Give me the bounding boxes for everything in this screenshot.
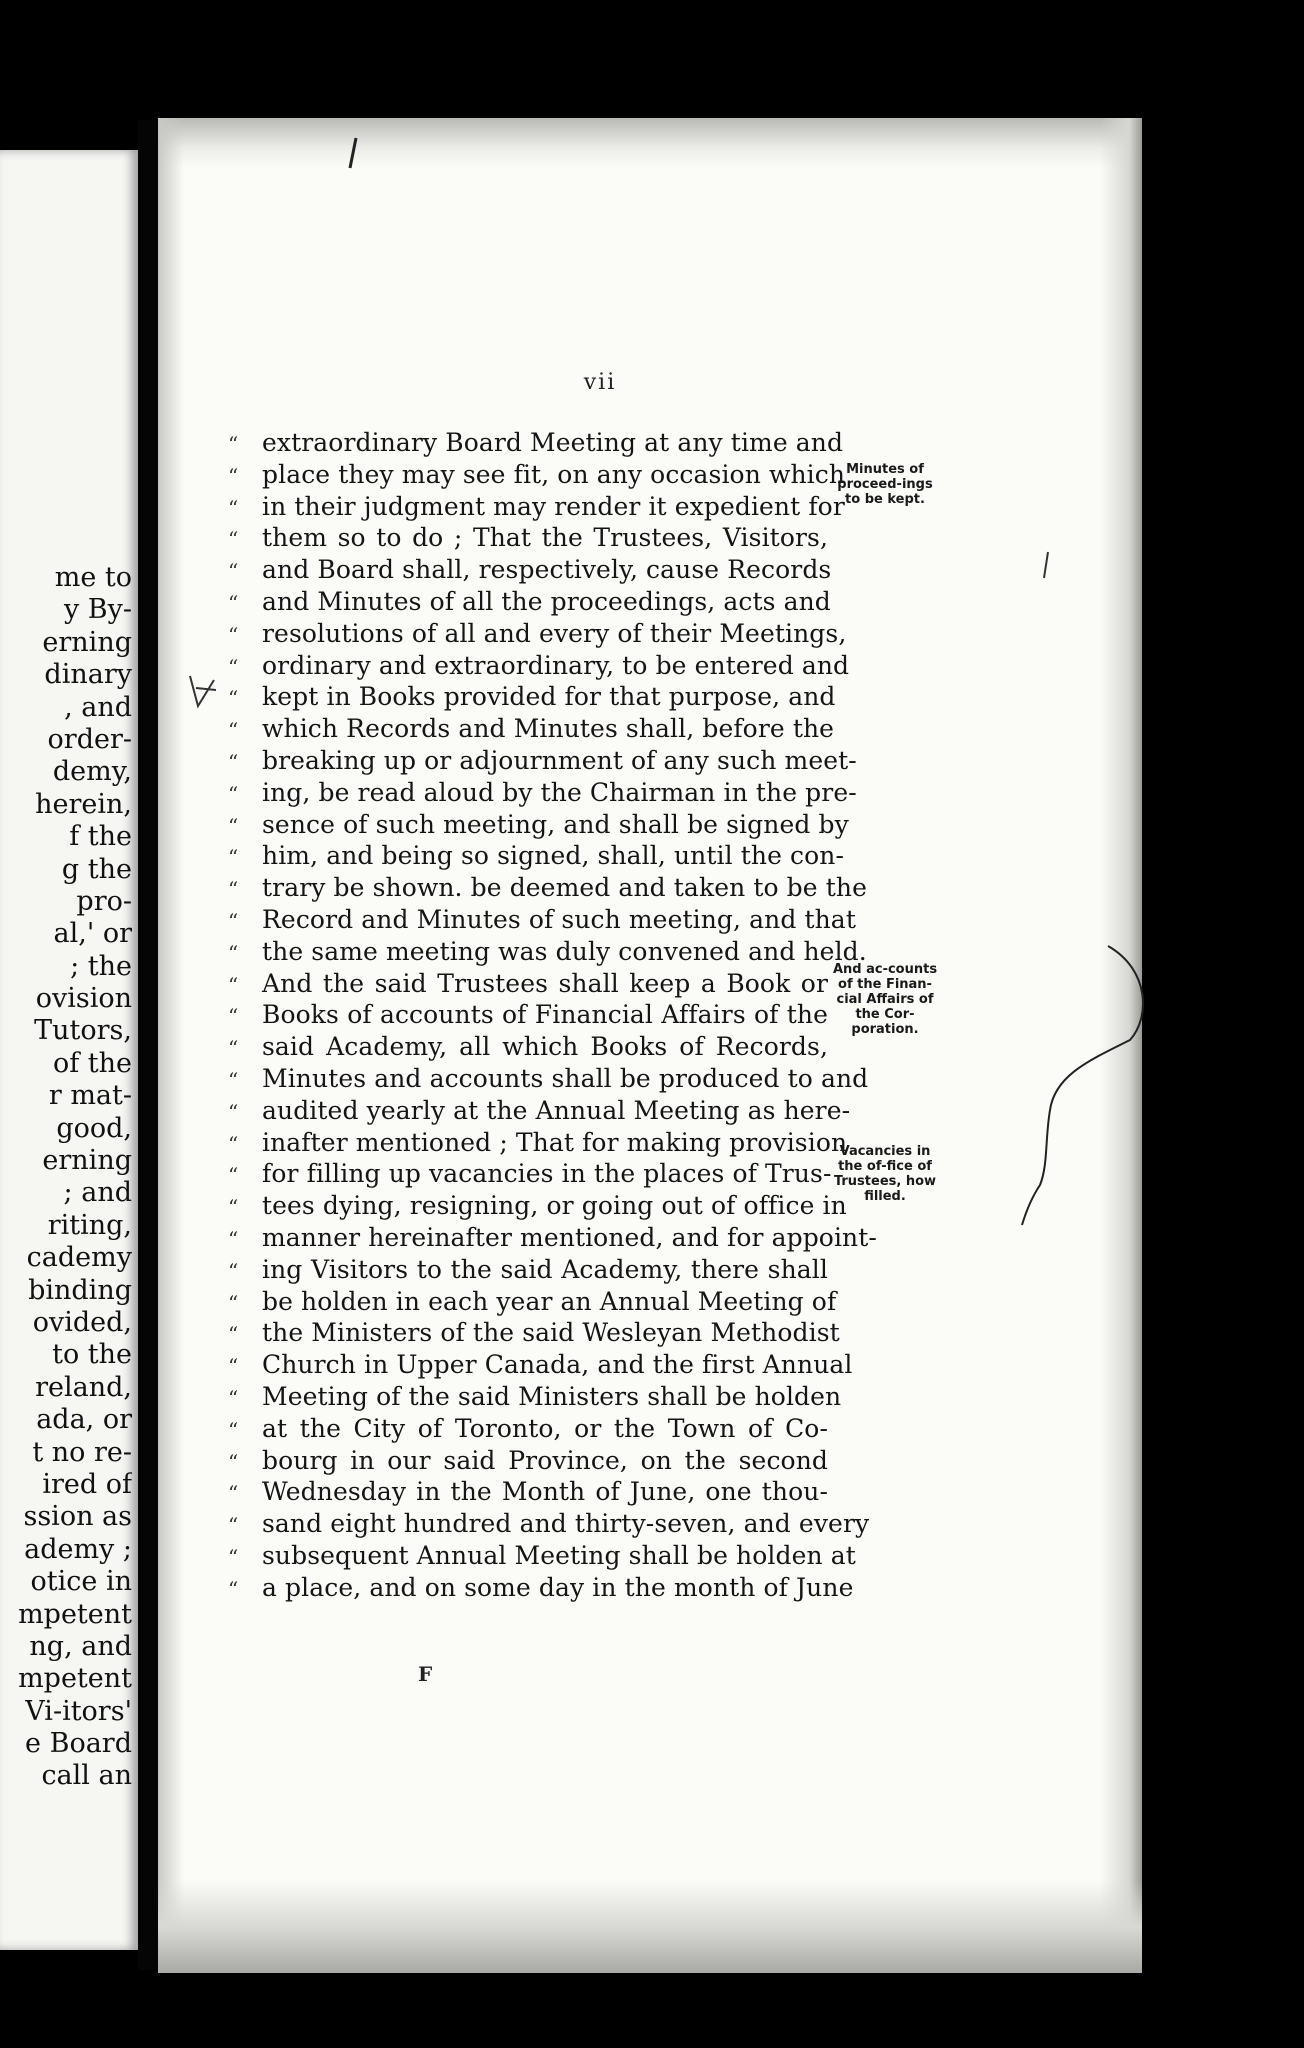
line-text: place they may see fit, on any occasion which (262, 459, 846, 489)
text-line (228, 1286, 837, 1319)
line-text: sence of such meeting, and shall be signed by (262, 809, 849, 839)
line-text: Church in Upper Canada, and the first Annual (262, 1350, 853, 1380)
line-text: ing Visitors to the said Academy, there shall (262, 1254, 828, 1284)
quote-mark: “ (228, 845, 239, 870)
left-page-line: of the (52, 1047, 132, 1079)
text-line (228, 936, 867, 969)
line-text: resolutions of all and every of their Meetings, (262, 618, 847, 648)
line-text: at the City of Toronto, or the Town of Co- (262, 1413, 828, 1443)
quote-mark: “ (228, 1004, 239, 1029)
line-text: ing, be read aloud by the Chairman in the pre- (262, 777, 857, 807)
left-page-line: me to (54, 562, 132, 593)
line-text: and Minutes of all the proceedings, acts and (262, 586, 831, 616)
text-line (228, 1540, 856, 1573)
quote-mark: “ (228, 781, 239, 806)
quote-mark: “ (228, 1354, 239, 1379)
left-page-line: r mat- (48, 1080, 132, 1112)
line-text: them so to do ; That the Trustees, Visitors, (262, 523, 828, 553)
quote-mark: “ (228, 972, 239, 997)
line-text: which Records and Minutes shall, before the (262, 714, 835, 744)
text-line (228, 969, 828, 1001)
line-text: him, and being so signed, shall, until the con- (262, 841, 845, 871)
line-text: be holden in each year an Annual Meeting of (262, 1286, 837, 1316)
quote-mark: “ (228, 1481, 239, 1506)
text-line (228, 745, 857, 778)
left-facing-page (0, 150, 138, 1950)
left-page-line: dinary (44, 659, 132, 691)
left-page-line: riting, (47, 1209, 132, 1241)
left-page-text (2, 562, 132, 1793)
page-edge-shadow-bottom (158, 1880, 1142, 1973)
line-text: ordinary and extraordinary, to be entered and (262, 650, 850, 680)
text-line (228, 904, 856, 937)
line-text: the same meeting was duly convened and held. (262, 936, 867, 966)
margin-note-accounts: And ac-counts of the Finan-cial Affairs of the Cor-poration. (832, 962, 938, 1037)
quote-mark: “ (228, 1226, 239, 1251)
quote-mark: “ (228, 1163, 239, 1188)
quote-mark: “ (228, 1576, 239, 1601)
left-page-line: , and (64, 691, 132, 723)
left-page-line: cademy (26, 1242, 132, 1274)
quote-mark: “ (228, 1449, 239, 1474)
text-line (228, 1414, 828, 1446)
text-line (228, 491, 845, 524)
line-text: in their judgment may render it expedient for (262, 491, 845, 521)
quote-mark: “ (228, 686, 239, 711)
left-page-line: ssion as (23, 1501, 132, 1533)
text-line (228, 1318, 840, 1350)
line-text: said Academy, all which Books of Records, (262, 1032, 828, 1062)
page-number: vii (583, 370, 617, 395)
left-page-line: erning (42, 1145, 132, 1177)
text-line (228, 1032, 828, 1064)
margin-note-minutes: Minutes of proceed-ings to be kept. (837, 462, 933, 507)
left-page-line: Tutors, (34, 1015, 132, 1047)
quote-mark: “ (228, 622, 239, 647)
left-page-line: ada, or (36, 1404, 132, 1436)
line-text: kept in Books provided for that purpose, and (262, 682, 836, 712)
left-page-line: ovision (35, 983, 132, 1015)
line-text: tees dying, resigning, or going out of office in (262, 1191, 847, 1221)
left-page-line: call an (41, 1760, 132, 1792)
left-page-line: ; the (70, 950, 132, 982)
quote-mark: “ (228, 559, 239, 584)
quote-mark: “ (228, 940, 239, 965)
quote-mark: “ (228, 1322, 239, 1347)
text-line (228, 523, 828, 555)
left-page-line: y By- (63, 594, 132, 626)
page-edge-shadow-right (1100, 118, 1142, 1973)
line-text: subsequent Annual Meeting shall be holden at (262, 1540, 856, 1570)
line-text: And the said Trustees shall keep a Book or (262, 968, 828, 998)
left-page-line: ; and (63, 1177, 132, 1209)
line-text: Books of accounts of Financial Affairs of the (262, 1000, 828, 1030)
left-page-line: pro- (76, 885, 132, 917)
quote-mark: “ (228, 495, 239, 520)
quote-mark: “ (228, 1513, 239, 1538)
quote-mark: “ (228, 1131, 239, 1156)
left-page-line: to the (52, 1339, 132, 1371)
left-page-line: f the (69, 821, 132, 853)
quote-mark: “ (228, 432, 239, 456)
quote-mark: “ (228, 1195, 239, 1220)
line-text: breaking up or adjournment of any such meet- (262, 745, 857, 775)
text-line (228, 586, 831, 619)
left-page-line: erning (42, 626, 132, 658)
text-line (228, 841, 845, 873)
quote-mark: “ (228, 718, 239, 743)
text-line (228, 428, 844, 460)
signature-mark: F (418, 1662, 433, 1686)
quote-mark: “ (228, 1544, 239, 1569)
quote-mark: “ (228, 1290, 239, 1315)
quote-mark: “ (228, 1099, 239, 1124)
text-line (228, 1255, 828, 1287)
text-line (228, 1509, 870, 1541)
text-line (228, 1095, 851, 1128)
quote-mark: “ (228, 877, 239, 902)
line-text: extraordinary Board Meeting at any time and (262, 428, 844, 457)
text-line (228, 555, 832, 587)
margin-note-vacancies: Vacancies in the of-fice of Trustees, how filled. (833, 1144, 937, 1204)
left-page-line: t no re- (32, 1436, 132, 1468)
left-page-line: otice in (30, 1566, 132, 1598)
text-line (228, 1127, 848, 1160)
line-text: bourg in our said Province, on the second (262, 1445, 828, 1475)
quote-mark: “ (228, 1385, 239, 1410)
text-line (228, 1381, 842, 1414)
left-page-line: mpetent (18, 1598, 132, 1630)
quote-mark: “ (228, 1417, 239, 1442)
line-text: Record and Minutes of such meeting, and that (262, 904, 856, 934)
left-page-line: ovided, (32, 1306, 132, 1338)
quote-mark: “ (228, 813, 239, 838)
text-line (228, 650, 850, 683)
text-line (228, 1222, 877, 1255)
book-gutter (138, 120, 158, 1970)
line-text: Minutes and accounts shall be produced to and (262, 1063, 869, 1093)
quote-mark: “ (228, 590, 239, 615)
line-text: the Ministers of the said Wesleyan Methodist (262, 1318, 840, 1348)
text-line (228, 777, 857, 810)
left-page-line: e Board (25, 1728, 132, 1760)
line-text: Wednesday in the Month of June, one thou- (262, 1477, 828, 1507)
left-page-line: reland, (35, 1371, 132, 1403)
page-edge-shadow-left (158, 118, 184, 1973)
line-text: and Board shall, respectively, cause Records (262, 555, 832, 585)
text-line (228, 809, 849, 842)
line-text: inafter mentioned ; That for making provision (262, 1127, 848, 1157)
line-text: Meeting of the said Ministers shall be holden (262, 1381, 842, 1411)
left-page-line: mpetent (18, 1663, 132, 1695)
left-page-line: binding (28, 1274, 132, 1306)
quote-mark: “ (228, 463, 239, 488)
quote-mark: “ (228, 527, 239, 552)
text-line (228, 1446, 828, 1478)
line-text: for filling up vacancies in the places of Trus- (262, 1159, 832, 1189)
text-line (228, 1063, 869, 1096)
line-text: sand eight hundred and thirty-seven, and every (262, 1509, 870, 1539)
text-line (228, 682, 836, 714)
text-line (228, 1350, 853, 1382)
quote-mark: “ (228, 1067, 239, 1092)
line-text: manner hereinafter mentioned, and for appoint- (262, 1222, 877, 1252)
left-page-line: good, (56, 1112, 132, 1144)
quote-mark: “ (228, 908, 239, 933)
text-line (228, 1477, 828, 1509)
line-text: a place, and on some day in the month of June (262, 1572, 854, 1602)
quote-mark: “ (228, 1036, 239, 1061)
text-line (228, 618, 847, 651)
quote-mark: “ (228, 1258, 239, 1283)
line-text: audited yearly at the Annual Meeting as here- (262, 1095, 851, 1125)
text-line (228, 459, 846, 492)
page-edge-shadow-top (158, 118, 1142, 168)
text-line (228, 714, 835, 746)
left-page-line: ired of (42, 1468, 132, 1500)
left-page-line: demy, (52, 756, 132, 788)
left-page-line: herein, (35, 788, 132, 820)
left-page-line: al,' or (53, 918, 132, 950)
left-page-line: g the (61, 853, 132, 885)
left-page-line: ademy ; (24, 1533, 132, 1565)
text-line (228, 1191, 847, 1223)
body-text (228, 428, 877, 1604)
text-line (228, 1572, 854, 1605)
text-line (228, 1000, 828, 1032)
quote-mark: “ (228, 654, 239, 679)
text-line (228, 873, 867, 905)
text-line (228, 1159, 832, 1191)
left-page-line: Vi-itors' (25, 1695, 132, 1727)
quote-mark: “ (228, 749, 239, 774)
left-page-line: ng, and (29, 1630, 132, 1662)
line-text: trary be shown. be deemed and taken to be the (262, 873, 867, 903)
left-page-line: order- (47, 723, 132, 755)
